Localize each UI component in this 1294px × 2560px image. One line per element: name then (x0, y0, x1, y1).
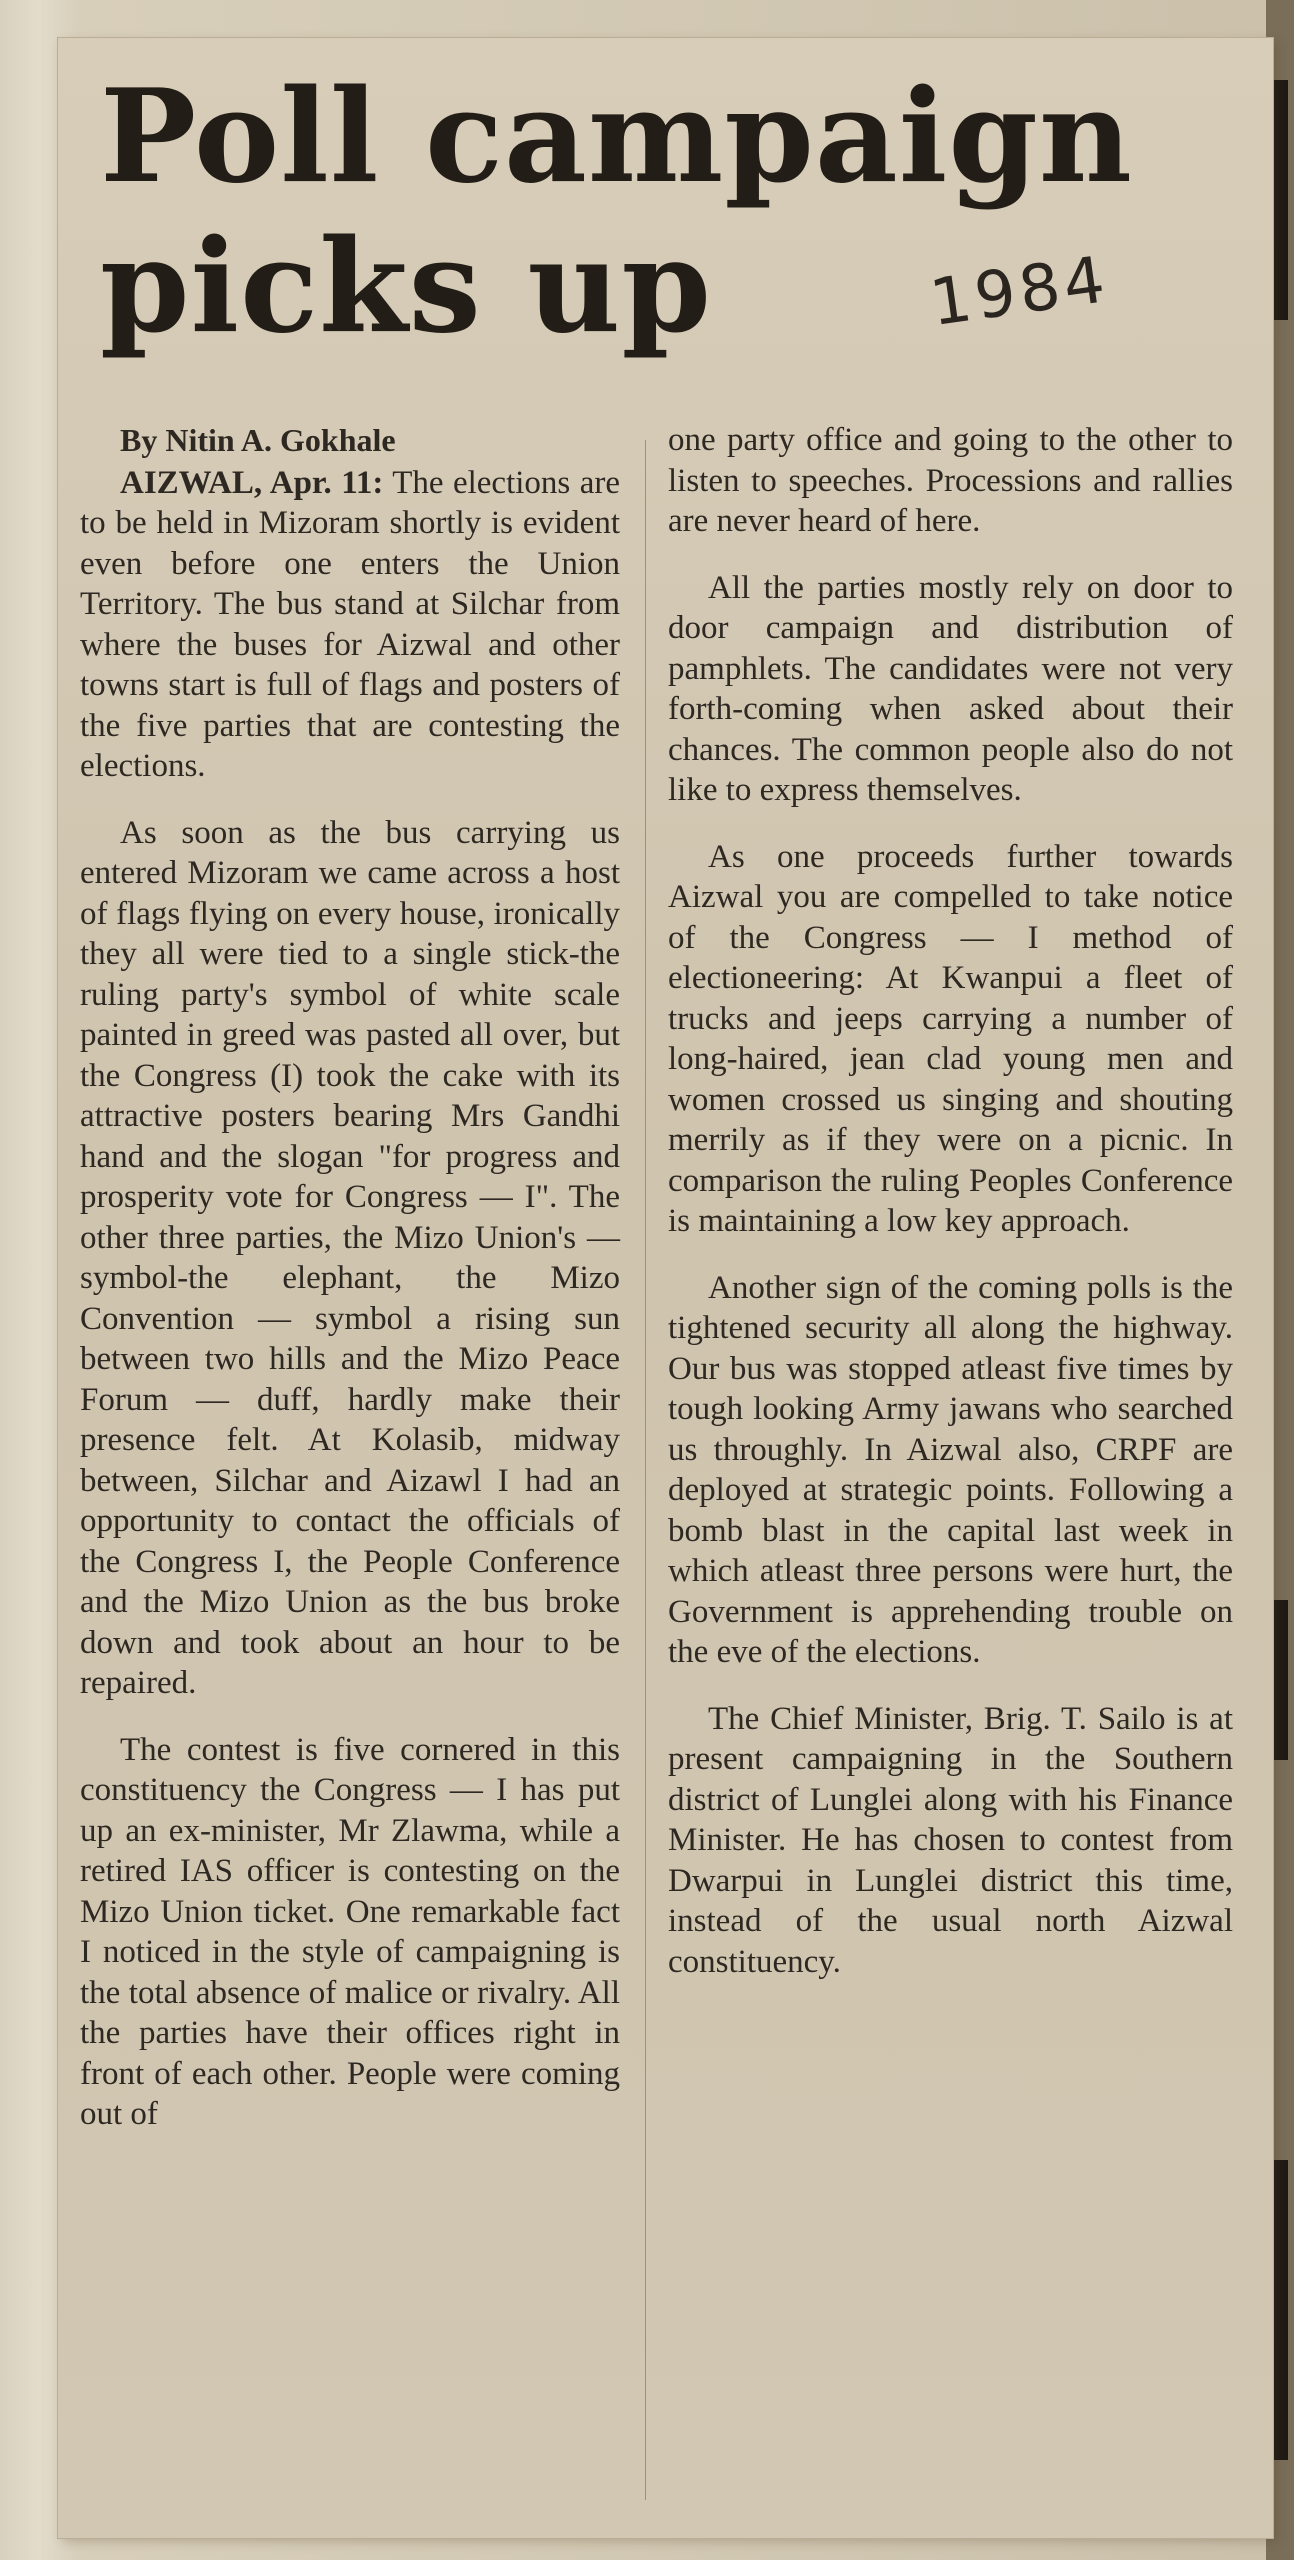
article-paragraph (80, 463, 620, 787)
article-column-right (668, 420, 1233, 1982)
byline: By Nitin A. Gokhale (120, 422, 396, 458)
article-paragraph: All the parties mostly rely on door to door campaign and distribution of pamphlets. The candidates were not very forth-coming when asked about their chances. The common people also do not like to express themselves. (668, 569, 1233, 808)
edge-mark (1272, 80, 1288, 320)
article-paragraph: The Chief Minister, Brig. T. Sailo is at present campaigning in the Southern district of Lunglei along with his Finance Minister. He has chosen to contest from Dwarpui in Lunglei district this time, instead of the usual north Aizwal constituency. (668, 1700, 1233, 1980)
edge-mark (1272, 1600, 1288, 1760)
article-column-left (80, 420, 620, 2135)
paragraph-text: The elections are to be held in Mizoram shortly is evident even before one enters the Union Territory. The bus stand at Silchar from where the buses for Aizwal and other towns start is full of flags and posters of the five parties that are contesting the elections. (80, 464, 620, 784)
edge-mark (1272, 2160, 1288, 2460)
article-paragraph: The contest is five cornered in this constituency the Congress — I has put up an ex-minister, Mr Zlawma, while a retired IAS officer is contesting on the Mizo Union ticket. One remarkable fact I noticed in the style of campaigning is the total absence of malice or rivalry. All the parties have their offices right in front of each other. People were coming out of (80, 1731, 620, 2132)
headline-line-1: Poll campaign (100, 62, 1133, 212)
article-paragraph: As soon as the bus carrying us entered Mizoram we came across a host of flags flying on every house, ironically they all were tied to a single stick-the ruling party's symbol of white scale painted in greed was pasted all over, but the Congress (I) took the cake with its attractive posters bearing Mrs Gandhi hand and the slogan "for progress and prosperity vote for Congress — I". The other three parties, the Mizo Union's — symbol-the elephant, the Mizo Convention — symbol a rising sun between two hills and the Mizo Peace Forum — duff, hardly make their presence felt. At Kolasib, midway between, Silchar and Aizawl I had an opportunity to contact the officials of the Congress I, the People Conference and the Mizo Union as the bus broke down and took about an hour to be repaired. (80, 814, 620, 1701)
article-paragraph: one party office and going to the other to listen to speeches. Processions and rallies are never heard of here. (668, 422, 1233, 539)
article-paragraph: Another sign of the coming polls is the tightened security all along the highway. Our bus was stopped atleast five times by tough looking Army jawans who searched us throughly. In Aizwal also, CRPF are deployed at strategic points. Following a bomb blast in the capital last week in which atleast three persons were hurt, the Government is apprehending trouble on the eve of the elections. (668, 1269, 1233, 1670)
handwritten-year: 1984 (925, 242, 1114, 342)
column-divider (645, 440, 646, 2500)
dateline: AIZWAL, Apr. 11: (120, 464, 384, 501)
headline-line-2: picks up (100, 212, 712, 362)
article-paragraph: As one proceeds further towards Aizwal you are compelled to take notice of the Congress — I method of electioneering: At Kwanpui a fleet of trucks and jeeps carrying a number of long-haired, jean clad young men and women crossed us singing and shouting merrily as if they were on a picnic. In comparison the ruling Peoples Conference is maintaining a low key approach. (668, 838, 1233, 1239)
